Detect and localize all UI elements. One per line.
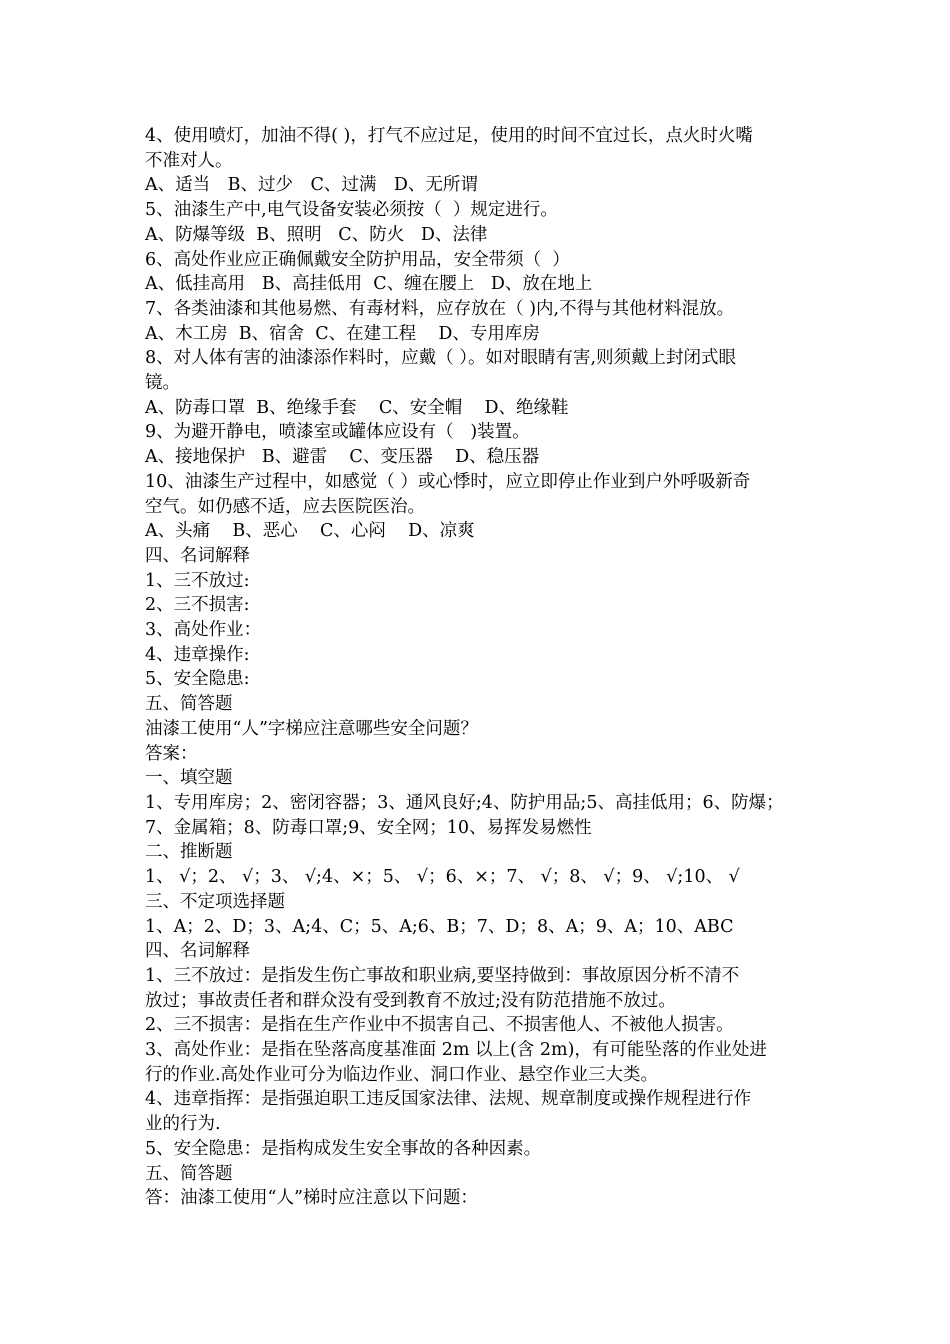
text-line: 1、三不放过：是指发生伤亡事故和职业病,要坚持做到：事故原因分析不清不	[145, 965, 740, 986]
text-line: 6、高处作业应正确佩戴安全防护用品，安全带须（ ）	[145, 249, 570, 270]
text-line: A、低挂高用 B、高挂低用 C、缠在腰上 D、放在地上	[145, 274, 593, 295]
text-line: 9、为避开静电，喷漆室或罐体应设有（ )装置。	[145, 422, 530, 443]
text-line: 四、名词解释	[145, 545, 250, 566]
text-line: A、木工房 B、宿舍 C、在建工程 D、专用库房	[145, 323, 540, 344]
text-line: A、防爆等级 B、照明 C、防火 D、法律	[145, 224, 488, 245]
text-line: 2、三不损害:	[145, 595, 250, 616]
text-line: 3、高处作业：	[145, 620, 262, 641]
text-line: 5、安全隐患:	[145, 669, 250, 690]
text-line: 一、填空题	[145, 768, 233, 789]
text-line: 空气。如仍感不适，应去医院医治。	[145, 496, 425, 517]
document-page	[145, 124, 825, 1211]
text-line: 业的行为.	[145, 1114, 221, 1135]
text-line: A、防毒口罩 B、绝缘手套 C、安全帽 D、绝缘鞋	[145, 397, 569, 418]
text-line: 五、简答题	[145, 694, 233, 715]
text-line: A、适当 B、过少 C、过满 D、无所谓	[145, 175, 478, 196]
text-line: 三、不定项选择题	[145, 891, 285, 912]
text-line: 2、三不损害：是指在生产作业中不损害自己、不损害他人、不被他人损害。	[145, 1015, 734, 1036]
text-line: 镜。	[145, 373, 180, 394]
text-line: 四、名词解释	[145, 941, 250, 962]
text-line: 不准对人。	[145, 150, 233, 171]
text-line: 1、专用库房；2、密闭容器；3、通风良好;4、防护用品;5、高挂低用；6、防爆；	[145, 792, 784, 813]
text-line: 4、违章操作:	[145, 644, 250, 665]
text-line: 五、简答题	[145, 1163, 233, 1184]
text-line: 7、各类油漆和其他易燃、有毒材料，应存放在（ )内,不得与其他材料混放。	[145, 298, 735, 319]
text-line: 4、使用喷灯，加油不得( )，打气不应过足，使用的时间不宜过长，点火时火嘴	[145, 126, 753, 146]
text-line: 行的作业.高处作业可分为临边作业、洞口作业、悬空作业三大类。	[145, 1064, 659, 1085]
text-line: 5、安全隐患：是指构成发生安全事故的各种因素。	[145, 1138, 542, 1159]
text-line: 1、三不放过:	[145, 570, 250, 591]
text-line: A、接地保护 B、避雷 C、变压器 D、稳压器	[145, 447, 540, 468]
text-line: 答：油漆工使用“人”梯时应注意以下问题：	[145, 1188, 478, 1209]
text-line: 二、推断题	[145, 842, 233, 863]
text-line: 放过；事故责任者和群众没有受到教育不放过;没有防范措施不放过。	[145, 990, 676, 1011]
text-line: 1、A；2、D；3、A;4、C；5、A;6、B；7、D；8、A；9、A；10、ABC	[145, 916, 734, 937]
text-line: 10、油漆生产过程中，如感觉（ ）或心悸时，应立即停止作业到户外呼吸新奇	[145, 471, 751, 492]
text-line: A、头痛 B、恶心 C、心闷 D、凉爽	[145, 521, 475, 542]
text-line: 8、对人体有害的油漆添作料时，应戴（ ）。如对眼睛有害,则须戴上封闭式眼	[145, 348, 737, 369]
text-line: 油漆工使用“人”字梯应注意哪些安全问题？	[145, 718, 478, 739]
text-line: 1、 √；2、 √；3、 √;4、×；5、 √；6、×；7、 √；8、 √；9、 √;10、 √	[145, 867, 740, 888]
text-line: 5、油漆生产中,电气设备安装必须按（ ）规定进行。	[145, 200, 558, 221]
text-line: 4、违章指挥：是指强迫职工违反国家法律、法规、规章制度或操作规程进行作	[145, 1089, 752, 1110]
text-line: 3、高处作业：是指在坠落高度基准面 2m 以上(含 2m)，有可能坠落的作业处进	[145, 1040, 767, 1061]
text-line: 7、金属箱；8、防毒口罩;9、安全网；10、易挥发易燃性	[145, 817, 592, 838]
text-line: 答案：	[145, 743, 198, 764]
